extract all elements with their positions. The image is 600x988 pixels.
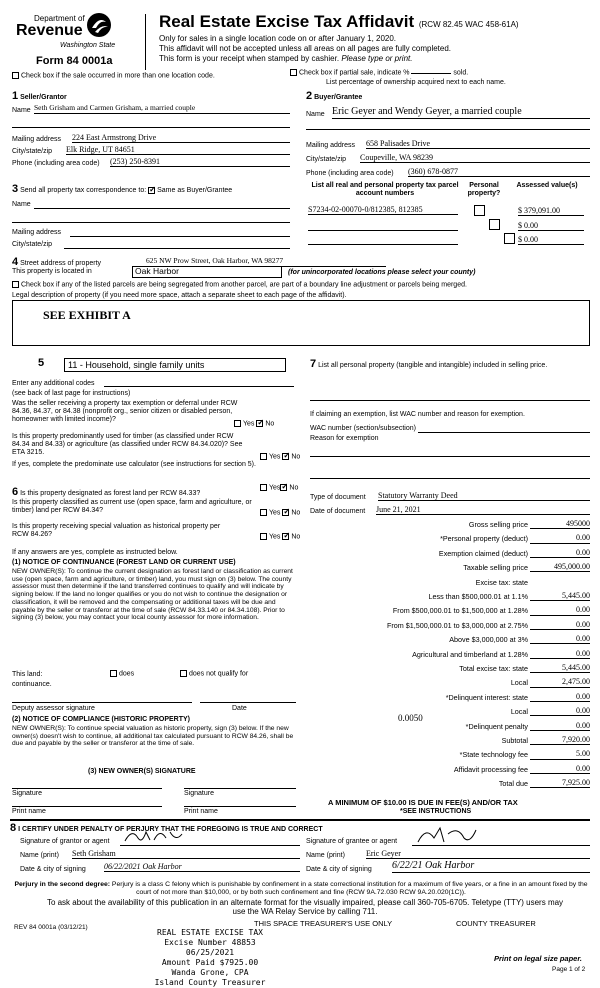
s6-q2: Is this property classified as current use (open space, farm and agriculture, or timber) land per RCW 84.34? — [12, 499, 252, 515]
yes-label: Yes — [269, 509, 281, 517]
tax-row-label: Agricultural and timberland at 1.28% — [412, 649, 528, 659]
tax-row-value[interactable]: 0.00 — [530, 605, 590, 615]
s6-q2-answer[interactable] — [260, 509, 300, 517]
exempt-label: If claiming an exemption, list WAC number and reason for exemption. — [310, 411, 525, 418]
section-num: 1 — [12, 90, 19, 102]
receipt-note: This form is your receipt when stamped by cashier. — [159, 54, 340, 63]
checkbox-icon[interactable] — [110, 670, 117, 677]
treasurer-only: THIS SPACE TREASURER'S USE ONLY — [254, 919, 393, 928]
assessed-value-3[interactable]: $ 0.00 — [518, 235, 584, 245]
tax-row-label: *State technology fee — [459, 750, 528, 760]
buyer-name-field[interactable]: Eric Geyer and Wendy Geyer, a married couple — [332, 106, 590, 119]
seller-phone-label: Phone (including area code) — [12, 160, 100, 167]
section3-heading — [12, 183, 232, 196]
print-name-a: Print name — [12, 808, 46, 815]
seller-addr-label: Mailing address — [12, 136, 62, 143]
s3-city-label: City/state/zip — [12, 241, 53, 248]
s6-q1-text: Is this property designated as forest land per RCW 84.33? — [20, 490, 201, 497]
s3-name-label: Name — [12, 201, 31, 208]
s6-if-yes: If any answers are yes, complete as instructed below. — [12, 549, 178, 556]
s6-q3: Is this property receiving special valuation as historical property per RCW 84.26? — [12, 523, 221, 539]
grantee-date-label: Date & city of signing — [306, 866, 372, 873]
tax-row-label: Local — [510, 707, 528, 717]
codes-label: Enter any additional codes — [12, 380, 95, 387]
partial-sale-label: Check box if partial sale, indicate % — [299, 69, 410, 77]
street-address-field[interactable]: 625 NW Prow Street, Oak Harbor, WA 98277 — [146, 257, 386, 267]
this-land-label: This land: — [12, 671, 43, 678]
grantor-name-label: Name (print) — [20, 852, 59, 859]
perjury-bold: Perjury in the second degree: — [14, 881, 111, 888]
tax-row-value[interactable]: 0.00 — [530, 533, 590, 543]
tax-row-value[interactable]: 7,925.00 — [530, 778, 590, 788]
tax-row-label: Taxable selling price — [463, 563, 528, 573]
grantee-signature[interactable] — [412, 824, 590, 846]
located-label: This property is located in — [12, 268, 92, 275]
personal-checkbox-2[interactable] — [489, 219, 500, 230]
personal-col-header: Personal property? — [467, 182, 501, 198]
grantor-signature[interactable] — [120, 826, 300, 846]
does-not-check[interactable] — [180, 670, 248, 678]
stamp-line: Island County Treasurer — [154, 978, 266, 987]
grantee-date-field[interactable]: 6/22/21 Oak Harbor — [392, 860, 590, 873]
yes-label: Yes — [243, 420, 255, 428]
buyer-name-label: Name — [306, 111, 325, 118]
seller-heading — [12, 90, 67, 103]
section7-text: List all personal property (tangible and intangible) included in selling price. — [318, 362, 548, 369]
checkbox-icon[interactable] — [12, 72, 19, 79]
buyer-city-field[interactable]: Coupeville, WA 98239 — [360, 153, 590, 163]
legal-description-box[interactable] — [12, 300, 590, 346]
personal-checkbox-3[interactable] — [504, 233, 515, 244]
yes-checkbox[interactable] — [260, 509, 267, 516]
does-check[interactable] — [110, 670, 134, 678]
tax-row-value[interactable]: 495,000.00 — [530, 562, 590, 572]
header-line1: Only for sales in a single location code on or after January 1, 2020. — [159, 34, 397, 43]
form-number: Form 84 0001a — [36, 55, 113, 67]
buyer-addr-label: Mailing address — [306, 142, 356, 149]
legal-size-note: Print on legal size paper. — [494, 954, 582, 963]
section-num: 8 — [10, 822, 17, 834]
tax-row-label: Affidavit processing fee — [453, 764, 528, 774]
grantor-name-field[interactable]: Seth Grisham — [72, 849, 300, 859]
yes-label: Yes — [269, 484, 281, 492]
tax-row-label: Total excise tax: state — [459, 664, 528, 673]
seller-phone-field[interactable]: (253) 250-8391 — [110, 157, 290, 167]
partial-note: List percentage of ownership acquired next to each name. — [326, 79, 506, 86]
parcel-number-1[interactable]: S7234-02-00070-0/812385, 812385 — [308, 205, 458, 215]
tax-row-label: Above $3,000,000 at 3% — [449, 635, 528, 645]
section-num: 3 — [12, 183, 19, 195]
seller-addr-field[interactable]: 224 East Armstrong Drive — [72, 133, 290, 143]
grantor-sig-label: Signature of grantor or agent — [20, 838, 110, 845]
tax-row-value[interactable]: 0.00 — [530, 721, 590, 731]
grantee-name-label: Name (print) — [306, 852, 345, 859]
tax-row-value[interactable]: 0.00 — [530, 620, 590, 630]
tax-row-label: *Personal property (deduct) — [440, 534, 528, 544]
grantor-date-label: Date & city of signing — [20, 866, 86, 873]
assessed-col-header: Assessed value(s) — [516, 182, 578, 189]
grantee-name-field[interactable]: Eric Geyer — [366, 849, 590, 859]
section-num: 4 — [12, 256, 19, 268]
codes-note: (see back of last page for instructions) — [12, 390, 131, 397]
tax-row-label: *Delinquent penalty — [465, 721, 528, 731]
sig-label-b: Signature — [184, 790, 214, 797]
page-number: Page 1 of 2 — [552, 966, 586, 973]
sold-label: sold. — [453, 69, 469, 77]
s6-q3-answer[interactable] — [260, 533, 300, 541]
tax-row-value[interactable]: 5,445.00 — [530, 663, 590, 673]
seller-city-label: City/state/zip — [12, 148, 53, 155]
perjury-body: Perjury is a class C felony which is punishable by confinement in a state correctional institution for a maximum of five years, or a fine in an amount fixed by the court of not more than $10,000, or by both such confinement and fine (RCW 9A.72.030 RCW 9A.20.020(1C)). — [111, 881, 588, 896]
tax-row-label: Subtotal — [501, 736, 528, 745]
checkbox-checked-icon[interactable] — [148, 187, 155, 194]
tax-row-label: Excise tax: state — [475, 577, 528, 587]
buyer-phone-field[interactable]: (360) 678-0877 — [408, 167, 590, 177]
multi-location-check[interactable] — [12, 72, 215, 80]
local-rate[interactable]: 0.0050 — [398, 713, 423, 723]
no-checkbox[interactable] — [256, 420, 263, 427]
section-num: 6 — [12, 486, 19, 498]
revenue-wordmark: Revenue — [16, 22, 83, 39]
minimum-note: A MINIMUM OF $10.00 IS DUE IN FEE(S) AND/OR TAX — [328, 798, 518, 807]
no-checkbox[interactable] — [280, 484, 287, 491]
legal-label: Legal description of property (if you need more space, attach a separate sheet to each page of the affidavit). — [12, 292, 347, 299]
doc-date-label: Date of document — [310, 508, 366, 515]
personal-checkbox-1[interactable] — [474, 205, 485, 216]
grantor-signature-mark — [120, 826, 190, 846]
yes-label: Yes — [269, 533, 281, 541]
yes-checkbox[interactable] — [260, 533, 267, 540]
continuance-label: continuance. — [12, 681, 52, 688]
dept-label: Department of — [34, 14, 85, 23]
deputy-date-label: Date — [232, 705, 247, 712]
partial-sale-check[interactable] — [290, 69, 468, 77]
wa-swirl-icon — [86, 12, 112, 38]
tax-row-label: Less than $500,000.01 at 1.1% — [428, 592, 528, 601]
tax-row-value[interactable]: 0.00 — [530, 764, 590, 774]
header-line2: This affidavit will not be accepted unless all areas on all pages are fully completed. — [159, 44, 452, 53]
location-select[interactable]: Oak Harbor — [132, 266, 282, 278]
yes-checkbox[interactable] — [260, 484, 267, 491]
yes-checkbox[interactable] — [260, 453, 267, 460]
tax-row-label: Exemption claimed (deduct) — [438, 548, 528, 558]
does-not-label: does not qualify for — [189, 670, 249, 678]
stamp-line: Excise Number 48853 — [164, 938, 256, 947]
notice2-text: NEW OWNER(S): To continue special valuation as historic property, sign (3) below. If the new owner(s) doesn't wish to continue, all additional tax calculated pursuant to RCW 84.26, shall be due and payable by the seller or transferor at the time of sale. — [12, 725, 294, 748]
tax-row-value[interactable]: 0.00 — [530, 634, 590, 644]
notice2-title: (2) NOTICE OF COMPLIANCE (HISTORIC PROPERTY) — [12, 716, 190, 723]
checkbox-icon[interactable] — [12, 281, 19, 288]
no-label: No — [289, 484, 299, 492]
multi-location-label: Check box if the sale occurred in more than one location code. — [21, 72, 215, 80]
tax-row-label: Local — [510, 678, 528, 688]
wac-label: WAC number (section/subsection) — [310, 425, 416, 432]
title-text: Real Estate Excise Tax Affidavit — [159, 12, 415, 31]
tax-row-label: Total due — [498, 779, 528, 789]
buyer-phone-label: Phone (including area code) — [306, 170, 394, 177]
no-label: No — [291, 453, 301, 461]
rev-number: REV 84 0001a (03/12/21) — [14, 924, 88, 931]
no-label: No — [291, 509, 301, 517]
section3-text: Send all property tax correspondence to: — [20, 187, 147, 194]
checkbox-icon[interactable] — [180, 670, 187, 677]
section7-heading — [310, 358, 590, 371]
section-num: 7 — [310, 358, 317, 370]
stamp-line: 06/25/2021 — [185, 948, 235, 957]
s5-q2b: If yes, complete the predominate use calculator (see instructions for section 5). — [12, 461, 256, 468]
seller-city-field[interactable]: Elk Ridge, UT 84651 — [66, 145, 290, 155]
buyer-addr-field[interactable]: 658 Palisades Drive — [366, 139, 590, 149]
buyer-heading — [306, 90, 362, 103]
tax-row-value[interactable]: 0.00 — [530, 649, 590, 659]
no-checkbox[interactable] — [282, 533, 289, 540]
no-checkbox[interactable] — [282, 509, 289, 516]
segregate-label: Check box if any of the listed parcels are being segregated from another parcel, are part of a boundary line adjustment or parcels being merged. — [21, 281, 467, 289]
no-label: No — [265, 420, 275, 428]
yes-label: Yes — [269, 453, 281, 461]
tax-row-value[interactable]: 5,445.00 — [530, 591, 590, 601]
land-use-select[interactable]: 11 - Household, single family units — [64, 358, 286, 372]
stamp-line: REAL ESTATE EXCISE TAX — [157, 928, 263, 937]
assessed-value-2[interactable]: $ 0.00 — [518, 221, 584, 231]
grantor-date-field[interactable]: 06/22/2021 Oak Harbor — [104, 862, 300, 872]
doc-type-label: Type of document — [310, 494, 366, 501]
assessed-value-1[interactable]: $ 379,091.00 — [518, 206, 584, 216]
notice1-title: (1) NOTICE OF CONTINUANCE (FOREST LAND OR CURRENT USE) — [12, 559, 236, 566]
county-treasurer: COUNTY TREASURER — [456, 919, 536, 928]
treasurer-stamp — [130, 928, 290, 988]
s5-q1: Was the seller receiving a property tax exemption or deferral under RCW 84.36, 84.37, or 84.38 (nonprofit org., senior citizen or disabled person, homeowner with limited income)? — [12, 400, 238, 424]
s3-addr-label: Mailing address — [12, 229, 62, 236]
tax-row-label: *Delinquent interest: state — [445, 692, 528, 702]
grantee-signature-mark — [412, 824, 482, 846]
sig-label-a: Signature — [12, 790, 42, 797]
grantee-sig-label: Signature of grantee or agent — [306, 838, 398, 845]
tax-row-value[interactable]: 0.00 — [530, 692, 590, 702]
no-label: No — [291, 533, 301, 541]
alt-format-text: To ask about the availability of this publication in an alternate format for the visually impaired, please call 360-705-6705. Teletype (TTY) users may use the WA Relay Service by calling 711. — [46, 898, 564, 917]
certify-text: I CERTIFY UNDER PENALTY OF PERJURY THAT THE FOREGOING IS TRUE AND CORRECT — [18, 826, 323, 833]
section4-heading — [12, 256, 101, 269]
seller-name-label: Name — [12, 107, 31, 114]
tax-row-value[interactable]: 2,475.00 — [530, 677, 590, 687]
doc-type-field[interactable]: Statutory Warranty Deed — [378, 491, 590, 501]
print-note: Please type or print. — [341, 54, 413, 63]
doc-date-field[interactable]: June 21, 2021 — [376, 505, 590, 515]
same-as-buyer-label: Same as Buyer/Grantee — [157, 187, 233, 194]
print-name-b: Print name — [184, 808, 218, 815]
state-label: Washington State — [60, 42, 116, 49]
yes-checkbox[interactable] — [234, 420, 241, 427]
street-label: Street address of property — [20, 260, 102, 267]
no-checkbox[interactable] — [282, 453, 289, 460]
reason-label: Reason for exemption — [310, 435, 379, 442]
stamp-line: Amount Paid $7925.00 — [161, 958, 259, 967]
seller-name-field[interactable]: Seth Grisham and Carmen Grisham, a married couple — [34, 104, 290, 114]
does-label: does — [119, 670, 135, 678]
checkbox-icon[interactable] — [290, 69, 297, 76]
buyer-city-label: City/state/zip — [306, 156, 347, 163]
tax-row-value[interactable]: 0.00 — [530, 548, 590, 558]
header-line3 — [159, 54, 412, 63]
section-num: 2 — [306, 90, 313, 102]
form-title — [159, 12, 519, 32]
tax-row-value[interactable]: 7,920.00 — [530, 735, 590, 745]
see-instructions: *SEE INSTRUCTIONS — [400, 808, 472, 815]
s5-q2: Is this property predominantly used for timber (as classified under RCW 84.34 and 84.33) or agriculture (as classified under RCW 84.34.020)? See ETA 3215. — [12, 433, 243, 457]
segregate-check[interactable] — [12, 281, 467, 289]
s6-q1-answer[interactable] — [260, 484, 298, 492]
tax-row-value[interactable]: 0.00 — [530, 706, 590, 716]
s6-q1 — [12, 486, 200, 499]
notice1-text: NEW OWNER(S): To continue the current designation as forest land or classification as current use (open space, farm and agriculture, or timber) land, you must sign on (3) below. The county assessor must then determine if the land transferred continues to qualify and will indicate by signing below. If the land no longer qualifies or you do not wish to continue the designation or classification, it will be removed and the compensating or additional taxes will be due and payable by the seller or transferor at the time of sale (RCW 84.33.140 or 84.34.108). Prior to signing (3) below, you may contact your local county assessor for more information. — [12, 568, 293, 622]
legal-description-text: SEE EXHIBIT A — [43, 308, 131, 322]
deputy-label: Deputy assessor signature — [12, 705, 95, 712]
tax-row-value[interactable]: 495000 — [530, 519, 590, 529]
tax-row-label: From $500,000.01 to $1,500,000 at 1.28% — [392, 606, 528, 616]
tax-row-value[interactable]: 5.00 — [530, 749, 590, 759]
s5-q1-answer[interactable] — [234, 420, 274, 428]
perjury-text — [6, 881, 596, 897]
parcel-col-header: List all real and personal property tax parcel account numbers — [311, 182, 459, 198]
stamp-line: Wanda Grone, CPA — [171, 968, 249, 977]
rcw-ref: (RCW 82.45 WAC 458-61A) — [418, 20, 519, 29]
sig3-heading: (3) NEW OWNER(S) SIGNATURE — [88, 768, 196, 775]
buyer-title: Buyer/Grantee — [314, 94, 363, 101]
unincorp-note: (for unincorporated locations please select your county) — [288, 269, 476, 276]
tax-row-label: Gross selling price — [468, 520, 528, 529]
seller-title: Seller/Grantor — [20, 94, 67, 101]
tax-row-label: From $1,500,000.01 to $3,000,000 at 2.75% — [386, 620, 528, 630]
section5-num: 5 — [38, 357, 45, 369]
